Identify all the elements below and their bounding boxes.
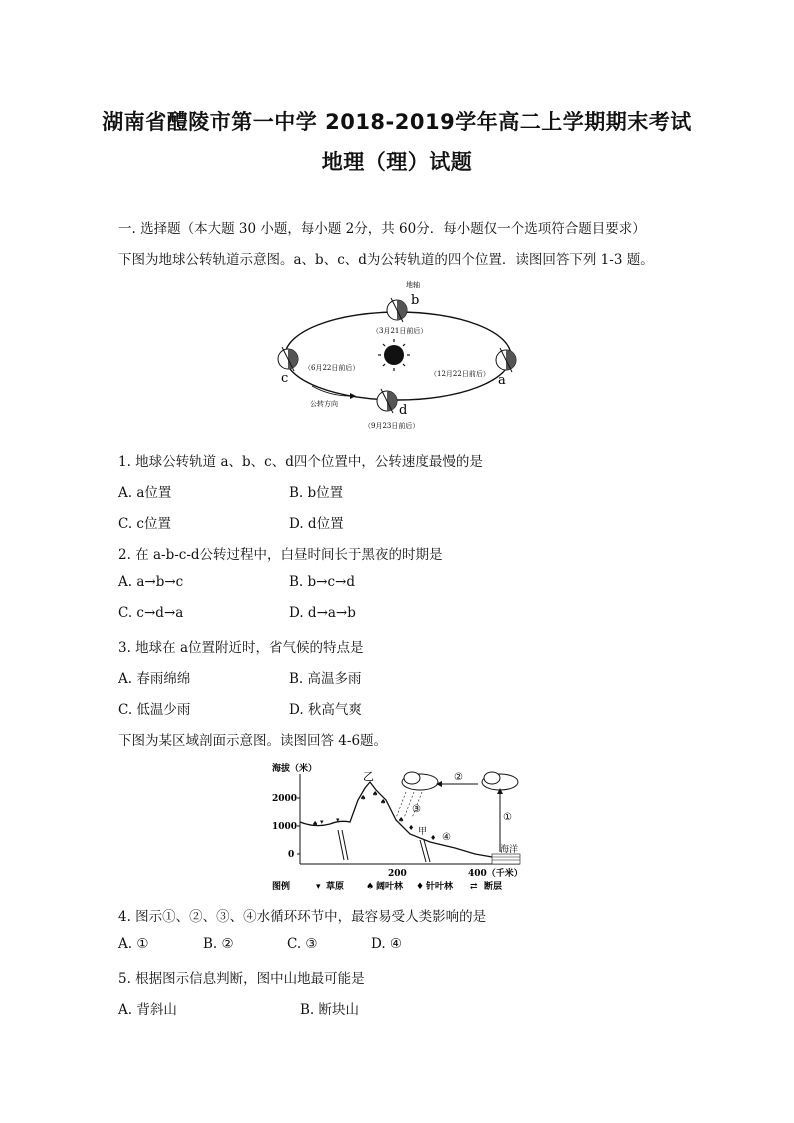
sea-area — [492, 854, 520, 864]
orbit-label-c: c — [281, 371, 289, 386]
legend-conifer: 针叶林 — [426, 882, 454, 892]
svg-text:♠: ♠ — [398, 816, 405, 824]
orbit-direction-label: 公转方向 — [310, 400, 338, 408]
q2-option-c[interactable]: C. c→d→a — [118, 605, 184, 621]
svg-text:▾: ▾ — [320, 818, 324, 826]
profile-ytick-2000: 2000 — [272, 794, 298, 804]
orbit-figure — [270, 278, 540, 433]
mark-2: ② — [454, 772, 463, 783]
q4-option-d[interactable]: D. ④ — [371, 936, 403, 952]
q3-option-b[interactable]: B. 高温多雨 — [289, 671, 362, 687]
fault-left-icon — [338, 830, 348, 860]
q1-option-c[interactable]: C. c位置 — [118, 516, 171, 532]
sea-label: 海洋 — [500, 845, 519, 855]
svg-text:♠: ♠ — [380, 798, 387, 806]
q1-option-a[interactable]: A. a位置 — [118, 485, 172, 501]
mark-4: ④ — [442, 832, 451, 843]
svg-text:♠: ♠ — [360, 794, 367, 802]
svg-text:▾: ▾ — [336, 816, 340, 824]
mark-1: ① — [503, 812, 512, 823]
orbit-date-c: （6月22日前后） — [304, 364, 360, 372]
q5-option-a[interactable]: A. 背斜山 — [118, 1002, 177, 1018]
earth-b-icon — [387, 298, 407, 322]
orbit-label-d: d — [399, 403, 408, 418]
q4-option-a[interactable]: A. ① — [118, 936, 149, 952]
cloud-left-icon — [402, 772, 438, 790]
doc-title-line2: 地理（理）试题 — [321, 150, 473, 174]
legend-grass: 草原 — [326, 882, 345, 892]
profile-figure — [270, 760, 540, 895]
orbit-date-a: （12月22日前后） — [430, 370, 490, 378]
q2-option-a[interactable]: A. a→b→c — [118, 574, 184, 590]
section-heading: 一. 选择题（本大题 30 小题，每小题 2分，共 60分．每小题仅一个选项符合题目要求） — [118, 221, 646, 237]
peak-label: 乙 — [363, 770, 374, 783]
svg-text:♦: ♦ — [416, 882, 425, 892]
doc-title-line1: 湖南省醴陵市第一中学 2018-2019学年高二上学期期末考试 — [102, 110, 692, 134]
legend-broadleaf: 阔叶林 — [376, 882, 404, 892]
orbit-date-d: （9月23日前后） — [364, 422, 420, 430]
fault-right-icon — [420, 840, 430, 862]
intro-orbit: 下图为地球公转轨道示意图。a、b、c、d为公转轨道的四个位置．读图回答下列 1-3 题。 — [118, 252, 654, 268]
q2-stem: 2. 在 a-b-c-d公转过程中，白昼时间长于黑夜的时期是 — [118, 547, 443, 563]
orbit-axis-label: 地轴 — [406, 281, 420, 289]
intro-profile: 下图为某区域剖面示意图。读图回答 4-6题。 — [118, 733, 388, 749]
jia-label: 甲 — [418, 827, 428, 837]
mark-3: ③ — [412, 804, 421, 815]
q4-stem: 4. 图示①、②、③、④水循环环节中，最容易受人类影响的是 — [118, 909, 487, 925]
svg-text:▾: ▾ — [316, 882, 321, 892]
q1-option-b[interactable]: B. b位置 — [289, 485, 344, 501]
cloud-right-icon — [482, 772, 518, 790]
profile-ylabel: 海拔（米） — [272, 764, 318, 774]
svg-text:♦: ♦ — [430, 834, 437, 842]
q3-option-a[interactable]: A. 春雨绵绵 — [118, 671, 191, 687]
legend-title: 图例 — [272, 882, 291, 892]
svg-text:♦: ♦ — [408, 824, 415, 832]
orbit-label-b: b — [411, 293, 420, 308]
profile-legend — [272, 880, 502, 892]
earth-a-icon — [496, 348, 516, 372]
orbit-date-b: （3月21日前后） — [372, 327, 428, 335]
q5-stem: 5. 根据图示信息判断，图中山地最可能是 — [118, 971, 365, 987]
svg-text:♠: ♠ — [312, 820, 319, 828]
svg-text:♠: ♠ — [366, 882, 375, 892]
q1-option-d[interactable]: D. d位置 — [289, 516, 344, 532]
legend-fault: 断层 — [484, 882, 503, 892]
q2-option-b[interactable]: B. b→c→d — [289, 574, 355, 590]
profile-xtick-400: 400（千米） — [468, 869, 523, 879]
orbit-label-a: a — [498, 373, 506, 388]
q4-option-b[interactable]: B. ② — [203, 936, 234, 952]
earth-c-icon — [278, 347, 298, 371]
profile-xtick-200: 200 — [388, 869, 407, 879]
terrain-profile — [300, 782, 492, 857]
q5-option-b[interactable]: B. 断块山 — [300, 1002, 360, 1018]
earth-d-icon — [377, 389, 397, 413]
q4-option-c[interactable]: C. ③ — [287, 936, 318, 952]
profile-ytick-0: 0 — [288, 850, 295, 860]
q3-option-d[interactable]: D. 秋高气爽 — [289, 702, 362, 718]
q1-stem: 1. 地球公转轨道 a、b、c、d四个位置中，公转速度最慢的是 — [118, 454, 483, 470]
q3-stem: 3. 地球在 a位置附近时，省气候的特点是 — [118, 640, 364, 656]
sun-icon — [378, 339, 410, 371]
svg-text:♠: ♠ — [372, 790, 379, 798]
q2-option-d[interactable]: D. d→a→b — [289, 605, 356, 621]
q3-option-c[interactable]: C. 低温少雨 — [118, 702, 191, 718]
profile-ytick-1000: 1000 — [272, 822, 298, 832]
svg-text:⇄: ⇄ — [470, 882, 478, 892]
